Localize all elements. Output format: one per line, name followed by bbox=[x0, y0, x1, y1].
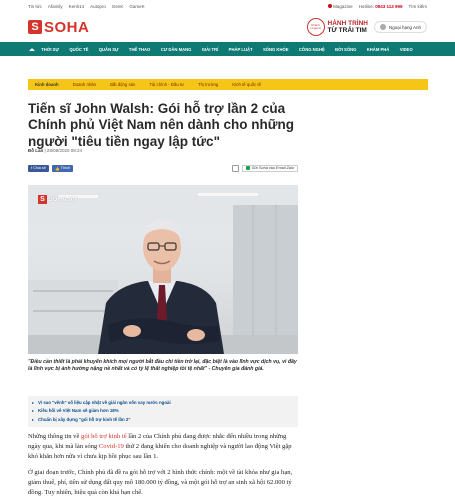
partner-link[interactable]: Tin tức bbox=[28, 3, 42, 9]
photo-watermark bbox=[38, 195, 78, 204]
zalo-icon bbox=[246, 166, 250, 170]
main-nav bbox=[0, 42, 455, 56]
nav-item-doi-song[interactable]: ĐỜI SỐNG bbox=[335, 46, 357, 52]
article-title: Tiến sĩ John Walsh: Gói hỗ trợ lần 2 của Chính phủ Việt Nam nên dành cho những người "tiêu tiền ngay lập tức" bbox=[28, 101, 295, 149]
promo-badge bbox=[307, 18, 325, 36]
related-link[interactable]: Chuẩn bị xây dựng "gói hỗ trợ kinh tế lần 2" bbox=[32, 416, 294, 424]
nav-item-cong-nghe[interactable]: CÔNG NGHỆ bbox=[298, 46, 325, 52]
subnav-item-kinh-doanh[interactable]: Kinh doanh bbox=[35, 82, 59, 87]
facebook-like-button[interactable] bbox=[52, 165, 73, 172]
watermark-text: SOHA.VN bbox=[48, 196, 78, 203]
partner-link[interactable]: Afamily bbox=[47, 3, 63, 9]
utility-right bbox=[328, 4, 427, 9]
photo-caption: "Điều cần thiết là phải khuyến khích mọi người bắt đầu chi tiền trở lại, đặc biệt là vào lĩnh vực dịch vụ, vì đây là lĩnh vực bị ảnh hưởng nặng nề nhất và có tỷ lệ thất nghiệp tồi tệ nhất" - Chuyên gia đánh giá. bbox=[28, 359, 297, 373]
promo-line-2: TỪ TRÁI TIM bbox=[327, 27, 367, 34]
partner-link[interactable]: GameK bbox=[129, 3, 145, 9]
facebook-icon: f bbox=[31, 166, 33, 170]
zalo-share-button[interactable] bbox=[242, 165, 298, 172]
facebook-like-label: Thích bbox=[60, 166, 71, 170]
user-icon bbox=[380, 24, 386, 30]
inline-link[interactable]: gói hỗ trợ kinh tế bbox=[81, 433, 127, 440]
partner-link[interactable]: Kenh14 bbox=[68, 3, 85, 9]
share-left bbox=[28, 165, 73, 172]
partner-links bbox=[28, 4, 145, 9]
magazine-label: Magazine bbox=[333, 3, 353, 9]
portrait-illustration bbox=[28, 185, 298, 354]
search-link[interactable]: Tìm kiếm bbox=[408, 3, 427, 9]
header-right bbox=[307, 18, 427, 36]
nav-item-quan-su[interactable]: QUÂN SỰ bbox=[98, 46, 119, 52]
nav-item-thoi-su[interactable]: THỜI SỰ bbox=[41, 46, 59, 52]
nav-item-kham-pha[interactable]: KHÁM PHÁ bbox=[366, 46, 390, 52]
related-links bbox=[28, 396, 298, 427]
nav-item-phap-luat[interactable]: PHÁP LUẬT bbox=[228, 46, 253, 52]
site-logo[interactable] bbox=[28, 19, 89, 36]
logo-mark: S bbox=[28, 20, 42, 34]
hotline-label: Hotline: bbox=[358, 3, 374, 9]
article-byline bbox=[28, 148, 82, 153]
magazine-link[interactable] bbox=[328, 4, 353, 9]
paragraph-text: thứ 2 đang khiến cho doanh nghiệp và người lao động Việt gặp khó khăn hơn nữa vì chưa kịp hồi phục sau lần 1. bbox=[28, 443, 292, 461]
share-bar bbox=[28, 164, 298, 172]
top-utility-bar bbox=[0, 0, 455, 12]
partner-link[interactable]: GenK bbox=[111, 3, 124, 9]
promo-badge-bottom: Legend bbox=[310, 26, 321, 30]
promo-title bbox=[328, 20, 368, 35]
facebook-share-button[interactable] bbox=[28, 165, 49, 172]
home-icon[interactable] bbox=[28, 42, 36, 56]
article-paragraph: Ở giai đoạn trước, Chính phủ đã đề ra gói hỗ trợ với 2 hình thức chính: một về tài khóa như gia hạn, giảm thuế, phí, tiền sử dụng đất quy mô 180.000 tỷ đồng, và một gói hỗ trợ an sinh xã hội 62.000 tỷ đồng. Tuy nhiên, hiệu quả còn khá hạn chế. bbox=[28, 469, 293, 497]
nav-item-giai-tri[interactable]: GIẢI TRÍ bbox=[201, 46, 219, 52]
related-link[interactable]: Kiều hối về Việt Nam sẽ giảm hơn 18% bbox=[32, 407, 294, 415]
subnav-item-kinh-te-quoc-te[interactable]: Kinh tế quốc tế bbox=[232, 82, 261, 87]
paragraph-text: Những thông tin về bbox=[28, 433, 82, 440]
watermark-mark: S bbox=[38, 195, 47, 204]
hotline-number[interactable]: 0943 113 999 bbox=[375, 3, 403, 9]
zalo-share-label: Gửi Soha vào Email Zalo bbox=[251, 166, 294, 170]
article-paragraph bbox=[28, 432, 298, 462]
nav-item-song-khoe[interactable]: SỐNG KHỎE bbox=[262, 46, 289, 52]
publish-date: | 28/08/2020 08:24 bbox=[44, 148, 82, 153]
hotline bbox=[359, 4, 403, 9]
promo-badge-top: Khánh bbox=[311, 22, 320, 27]
login-label: Ngoại hạng Anh bbox=[388, 24, 421, 30]
author-name[interactable]: Đỗ Lan bbox=[28, 148, 44, 153]
print-icon[interactable] bbox=[232, 165, 239, 172]
nav-item-quoc-te[interactable]: QUỐC TẾ bbox=[69, 46, 89, 52]
share-right bbox=[232, 165, 298, 172]
magazine-icon bbox=[328, 4, 332, 8]
facebook-share-label: Chia sẻ bbox=[33, 166, 46, 170]
nav-item-the-thao[interactable]: THỂ THAO bbox=[128, 46, 151, 52]
nav-item-cu-dan-mang[interactable]: CƯ DÂN MẠNG bbox=[160, 46, 192, 52]
article-photo bbox=[28, 185, 298, 354]
login-button[interactable] bbox=[374, 21, 427, 33]
logo-text: SOHA bbox=[44, 18, 90, 36]
subnav-item-bat-dong-san[interactable]: Bất động sản bbox=[110, 82, 136, 87]
nav-item-video[interactable]: VIDEO bbox=[399, 46, 413, 52]
partner-link[interactable]: Autopro bbox=[90, 3, 106, 9]
subnav-item-thi-truong[interactable]: Thị trường bbox=[198, 82, 219, 87]
paragraph-text: lần 2 của Chính phủ đang được nhắc đến nhiều trong những ngày qua, khi mà làn sóng bbox=[28, 433, 287, 451]
related-link[interactable]: Vì sao "vênh" số liệu cập nhật về giải ngân vốn vay nước ngoài bbox=[32, 399, 294, 407]
subnav-item-tai-chinh[interactable]: Tài chính - Đầu tư bbox=[149, 82, 185, 87]
site-header bbox=[0, 12, 455, 42]
thumbs-up-icon: 👍 bbox=[54, 166, 60, 171]
sub-nav bbox=[28, 79, 428, 90]
subnav-item-doanh-nhan[interactable]: Doanh nhân bbox=[72, 82, 97, 87]
inline-link[interactable]: Covid-19 bbox=[98, 443, 124, 451]
promo-banner[interactable] bbox=[307, 18, 368, 36]
promo-line-1: HÀNH TRÌNH bbox=[327, 19, 368, 27]
